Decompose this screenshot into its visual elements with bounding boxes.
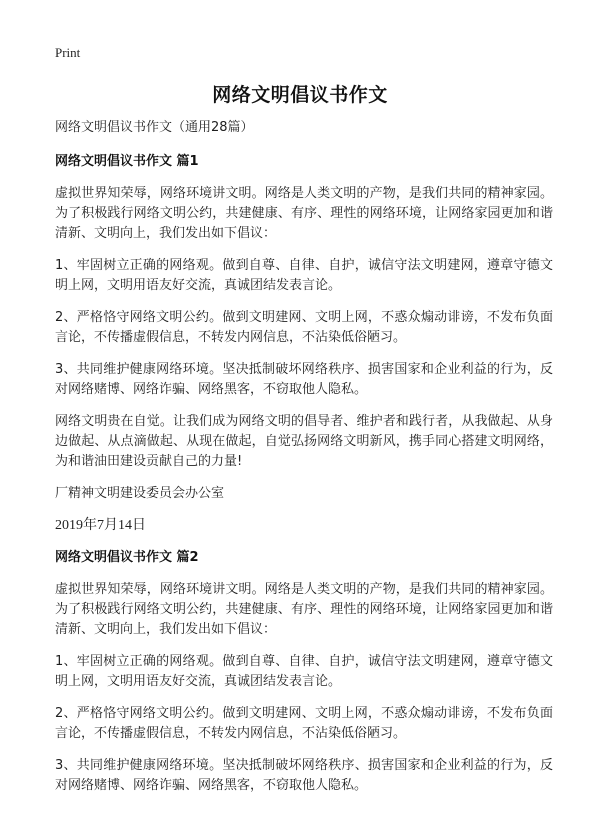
document-subtitle: 网络文明倡议书作文（通用28篇） <box>55 120 254 135</box>
document-body <box>55 118 553 808</box>
date: 2019年7月14日 <box>55 518 146 533</box>
paragraph: 虚拟世界知荣辱，网络环境讲文明。网络是人类文明的产物，是我们共同的精神家园。为了积极践行网络文明公约，共建健康、有序、理性的网络环境，让网络家园更加和谐清新、文明向上，我们发出如下倡议： <box>55 582 553 637</box>
paragraph: 虚拟世界知荣辱，网络环境讲文明。网络是人类文明的产物，是我们共同的精神家园。为了积极践行网络文明公约，共建健康、有序、理性的网络环境，让网络家园更加和谐清新、文明向上，我们发出如下倡议： <box>55 186 553 241</box>
print-label: Print <box>55 45 81 60</box>
paragraph: 2、严格恪守网络文明公约。做到文明建网、文明上网，不惑众煽动诽谤，不发布负面言论，不传播虚假信息，不转发内网信息，不沾染低俗陋习。 <box>55 706 553 741</box>
paragraph: 网络文明贵在自觉。让我们成为网络文明的倡导者、维护者和践行者，从我做起、从身边做起、从点滴做起、从现在做起，自觉弘扬网络文明新风，携手同心搭建文明网络，为和谐油田建设贡献自己的力量! <box>55 414 553 469</box>
document-title: 网络文明倡议书作文 <box>212 84 388 106</box>
paragraph: 3、共同维护健康网络环境。坚决抵制破坏网络秩序、损害国家和企业利益的行为，反对网络赌博、网络诈骗、网络黑客，不窃取他人隐私。 <box>55 758 553 793</box>
section-heading: 网络文明倡议书作文 篇2 <box>55 550 199 565</box>
paragraph: 2、严格恪守网络文明公约。做到文明建网、文明上网，不惑众煽动诽谤，不发布负面言论，不传播虚假信息，不转发内网信息，不沾染低俗陋习。 <box>55 310 553 345</box>
paragraph: 3、共同维护健康网络环境。坚决抵制破坏网络秩序、损害国家和企业利益的行为，反对网络赌博、网络诈骗、网络黑客，不窃取他人隐私。 <box>55 362 553 397</box>
section-heading: 网络文明倡议书作文 篇1 <box>55 154 199 169</box>
paragraph: 1、牢固树立正确的网络观。做到自尊、自律、自护，诚信守法文明建网，遵章守德文明上网，文明用语友好交流，真诚团结发表言论。 <box>55 654 553 689</box>
paragraph: 1、牢固树立正确的网络观。做到自尊、自律、自护，诚信守法文明建网，遵章守德文明上网，文明用语友好交流，真诚团结发表言论。 <box>55 258 553 293</box>
signature: 厂精神文明建设委员会办公室 <box>55 486 225 501</box>
